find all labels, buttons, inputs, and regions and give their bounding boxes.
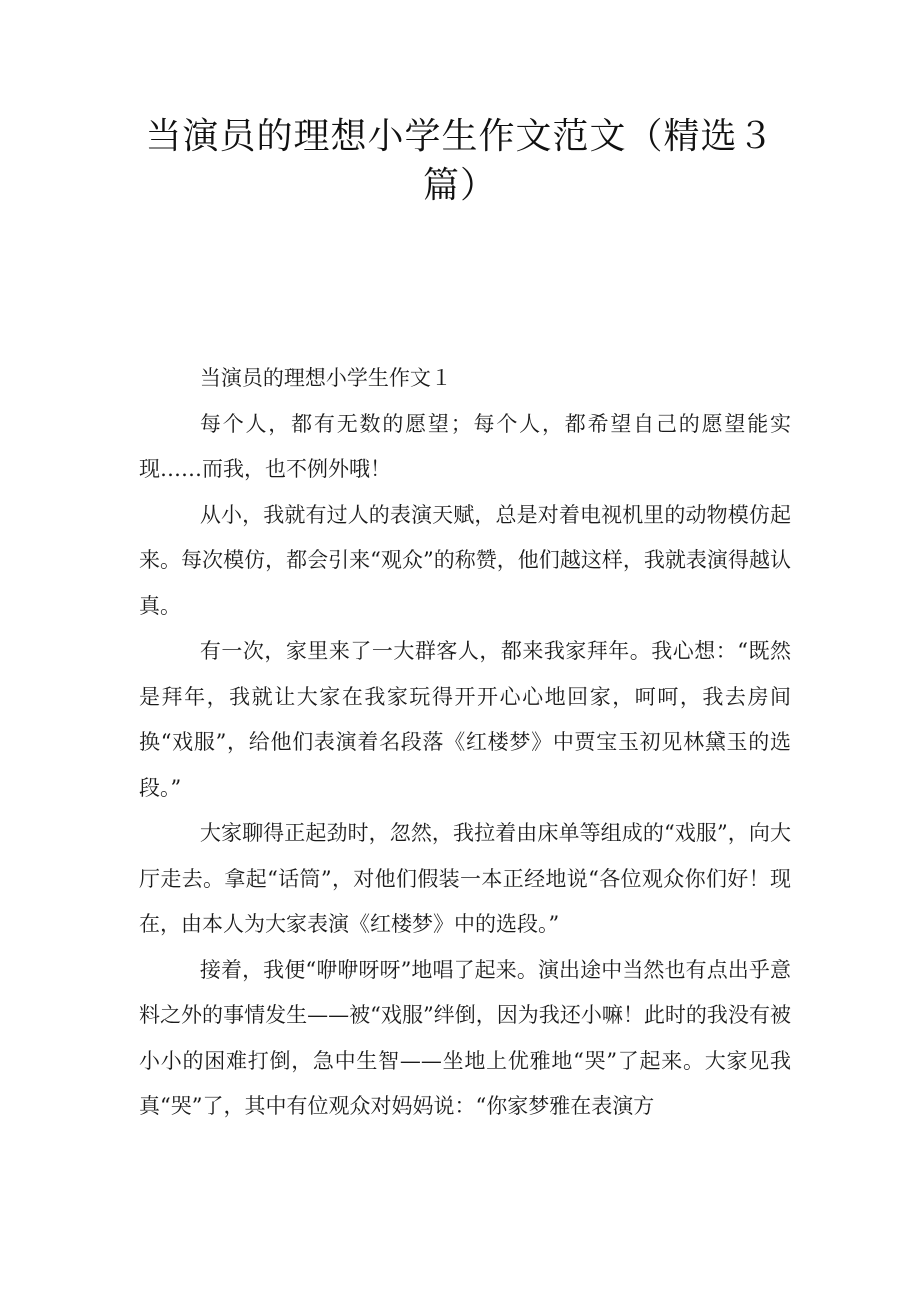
paragraph: 大家聊得正起劲时，忽然，我拉着由床单等组成的“戏服”，向大厅走去。拿起“话筒”，对他们假装一本正经地说“各位观众你们好！现在，由本人为大家表演《红楼梦》中的选段。”	[139, 821, 791, 936]
paragraph: 接着，我便“咿咿呀呀”地唱了起来。演出途中当然也有点出乎意料之外的事情发生——被“戏服”绊倒，因为我还小嘛！此时的我没有被小小的困难打倒，急中生智——坐地上优雅地“哭”了起来。大家见我真“哭”了，其中有位观众对妈妈说：“你家梦雅在表演方	[139, 957, 791, 1118]
document-title: 当演员的理想小学生作文范文（精选３篇）	[145, 116, 775, 206]
paragraph: 从小，我就有过人的表演天赋，总是对着电视机里的动物模仿起来。每次模仿，都会引来“观众”的称赞，他们越这样，我就表演得越认真。	[139, 502, 791, 618]
paragraph: 每个人，都有无数的愿望；每个人，都希望自己的愿望能实现……而我，也不例外哦！	[139, 411, 791, 481]
document-body	[139, 356, 791, 1130]
paragraph: 有一次，家里来了一大群客人，都来我家拜年。我心想：“既然是拜年，我就让大家在我家玩得开开心心地回家，呵呵，我去房间换“戏服”，给他们表演着名段落《红楼梦》中贾宝玉初见林黛玉的选段。”	[139, 639, 791, 800]
section-heading: 当演员的理想小学生作文１	[199, 366, 452, 390]
